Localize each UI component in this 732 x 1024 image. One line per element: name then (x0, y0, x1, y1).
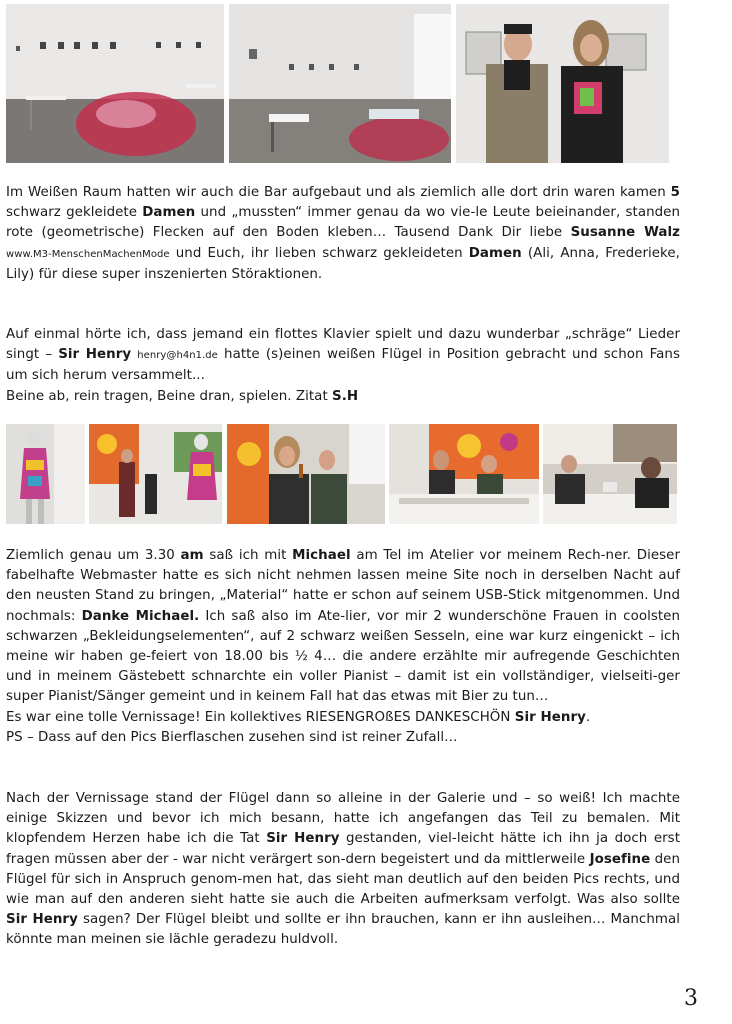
paragraph-white-room: Im Weißen Raum hatten wir auch die Bar aufgebaut und als ziemlich alle dort drin waren kamen 5 schwarz gekleidete Damen und „mussten“ immer genau da wo vie-le Leute beieinander, standen rote (geometrische) Flecken auf den Boden kleben… Tausend Dank Dir liebe Susanne Walz www.M3-MenschenMachenMode und Euch, ihr lieben schwarz gekleideten Damen (Ali, Anna, Frederieke, Lily) für diese super inszenierten Störaktionen. (6, 185, 680, 282)
photo-women-sofa (543, 424, 677, 524)
photo-white-room-tables (6, 4, 224, 163)
photo-piano-players (389, 424, 539, 524)
photo-white-room-bar (229, 4, 451, 163)
paragraph-sir-henry-piano: Auf einmal hörte ich, dass jemand ein flottes Klavier spielt und dazu wunderbar „schräge“ Lieder singt – Sir Henry henry@h4n1.de hatte (s)einen weißen Flügel in Position gebracht und schon Fans um sich herum versammelt... Beine ab, rein tragen, Beine dran, spielen. Zitat S.H (6, 327, 680, 404)
photo-mannequin-dress (6, 424, 85, 524)
paragraph-painted-piano: Nach der Vernissage stand der Flügel dann so alleine in der Galerie und – so weiß! Ich machte einige Skizzen und bevor ich mich besann, hatte ich angefangen das Teil zu bemalen. Mit klopfendem Herzen habe ich die Tat Sir Henry gestanden, viel-leicht hätte ich ihn ja doch erst fragen müssen aber der - war nicht verärgert son-dern begeistert und da mittlerweile Josefine den Flügel für sich in Anspruch genom-men hat, das sieht man deutlich auf den beiden Pics rechts, und wie man auf den anderen sieht hatte sie auch die Arbeiten aufmerksam verfolgt. Was also sollte Sir Henry sagen? Der Flügel bleibt und sollte er ihn brauchen, kann er ihn ausleihen… Manchmal könnte man meinen sie lächle geradezu huldvoll. (6, 791, 681, 948)
photo-gallery-guests (89, 424, 222, 524)
photo-guests-toasting (227, 424, 385, 524)
email-link[interactable]: henry@h4n1.de (137, 350, 218, 362)
page-number: 3 (684, 986, 698, 1011)
paragraph-michael-webmaster: Ziemlich genau um 3.30 am saß ich mit Michael am Tel im Atelier vor meinem Rech-ner. Dieser fabelhafte Webmaster hatte es sich nicht nehmen lassen meine Site noch in derselben Nacht auf den neusten Stand zu bringen, „Material“ hatte er schon auf seinem USB-Stick mitgenommen. Und nochmals: Danke Michael. Ich saß also im Ate-lier, vor mir 2 wunderschöne Frauen in coolsten schwarzen „Bekleidungselementen“, auf 2 schwarz weißen Sesseln, eine war kurz eingenickt – ich meine wir haben ge-feiert von 18.00 bis ½ 4… die andere erzählte mir aufregende Geschichten und in meinem Gästebett schnarchte ein voller Pianist – damit ist ein vollständiger, vielseiti-ger super Pianist/Sänger gemeint und in keinem Fall hat das etwas mit Bier zu tun… Es war eine tolle Vernissage! Ein kollektives RIESENGROßES DANKESCHÖN Sir Henry. PS – Dass auf den Pics Bierflaschen zusehen sind ist reiner Zufall… (6, 548, 680, 745)
photo-two-men-portrait (456, 4, 669, 163)
website-link[interactable]: www.M3-MenschenMachenMode (6, 248, 170, 260)
